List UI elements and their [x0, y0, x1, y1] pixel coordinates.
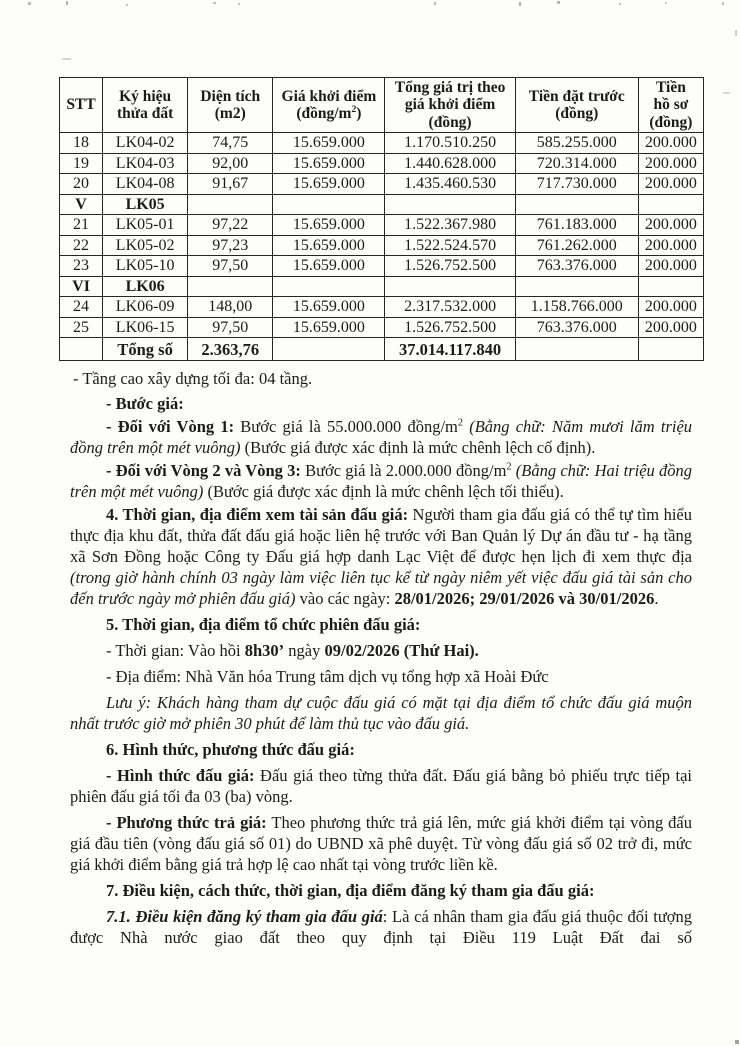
- text-run: ): [356, 105, 362, 122]
- cell-tien_dat_truoc: 585.255.000: [515, 133, 638, 154]
- cell-dien_tich: 148,00: [188, 297, 273, 318]
- cell-stt: VI: [60, 276, 103, 297]
- text-run: Bước giá là 55.000.000 đồng/m: [234, 417, 458, 436]
- col-header-ky_hieu: [103, 78, 188, 133]
- text-run: 7.1. Điều kiện đăng ký tham gia đấu giá: [106, 907, 383, 926]
- scan-speck: [28, 2, 31, 5]
- scan-speck: [238, 3, 240, 5]
- cell-tien_ho_so: [638, 194, 703, 215]
- table-row: [60, 256, 704, 277]
- text-run: (đồng): [428, 113, 472, 131]
- cell-tien_ho_so: 200.000: [638, 174, 703, 195]
- text-run: (m2): [214, 105, 246, 122]
- table-row: [60, 215, 704, 236]
- text-run: 2: [457, 417, 463, 429]
- table-row: [60, 235, 704, 256]
- col-header-gia_khoi_diem: [273, 78, 385, 133]
- cell-gia_khoi_diem: [273, 194, 385, 215]
- cell-ky_hieu: LK05-10: [103, 256, 188, 277]
- cell-tien_dat_truoc: 761.183.000: [515, 215, 638, 236]
- scan-speck: [723, 92, 730, 94]
- text-run: - Phương thức trả giá:: [106, 813, 267, 832]
- cell-ky_hieu: LK05-01: [103, 215, 188, 236]
- cell-tien_dat_truoc: 763.376.000: [515, 317, 638, 338]
- price-step-round2-3: [70, 460, 692, 502]
- cell-tong_gia_tri: [385, 276, 515, 297]
- scan-speck: [126, 4, 128, 6]
- text-run: Lưu ý: Khách hàng tham dự cuộc đấu giá có mặt tại địa điểm tổ chức đấu giá muộn nhất trước giờ mở phiên 30 phút để làm thủ tục vào đấu giá.: [70, 693, 692, 733]
- table-row: [60, 317, 704, 338]
- text-run: (Bằng chữ: Năm mươi lăm triệu đồng trên một mét vuông): [70, 417, 693, 457]
- attendance-note: [70, 692, 692, 734]
- cell-tien_dat_truoc: [515, 194, 638, 215]
- cell-ky_hieu: LK06-15: [103, 317, 188, 338]
- text-run: - Địa điểm: Nhà Văn hóa Trung tâm dịch vụ tổng hợp xã Hoài Đức: [106, 667, 549, 686]
- text-run: 4. Thời gian, địa điểm xem tài sản đấu giá:: [106, 505, 409, 524]
- cell-stt: 23: [60, 256, 103, 277]
- cell-ky_hieu: LK06: [103, 276, 188, 297]
- text-run: thửa đất: [117, 105, 174, 122]
- cell-dien_tich: [188, 276, 273, 297]
- section-5-heading: [70, 614, 692, 635]
- section-6-heading: [70, 739, 692, 760]
- section-row: [60, 276, 704, 297]
- text-run: Tổng giá trị theo: [394, 78, 506, 96]
- scan-speck: [434, 2, 436, 5]
- cell-dien_tich: 97,50: [188, 317, 273, 338]
- cell-gia_khoi_diem: [273, 338, 385, 361]
- cell-stt: 20: [60, 174, 103, 195]
- cell-tien_ho_so: 200.000: [638, 235, 703, 256]
- scan-speck: [62, 58, 71, 60]
- cell-dien_tich: [188, 194, 273, 215]
- table-header-row: [60, 78, 704, 133]
- cell-stt: V: [60, 194, 103, 215]
- scan-speck: [665, 2, 667, 4]
- cell-ky_hieu: LK05-02: [103, 235, 188, 256]
- cell-stt: 24: [60, 297, 103, 318]
- scan-speck: [735, 30, 737, 36]
- session-venue: [70, 666, 692, 687]
- text-run: STT: [66, 96, 96, 114]
- scan-speck: [557, 1, 560, 4]
- text-run: (trong giờ hành chính 03 ngày làm việc liên tục kể từ ngày niêm yết việc đấu giá tài sản cho đến trước ngày mở phiên đấu giá): [70, 568, 692, 608]
- cell-dien_tich: 92,00: [188, 153, 273, 174]
- col-header-tien_dat_truoc: [515, 78, 638, 133]
- text-run: hồ sơ: [653, 96, 689, 114]
- text-run: Bước giá là 2.000.000 đồng/m: [300, 461, 507, 480]
- text-run: .: [654, 589, 659, 608]
- cell-gia_khoi_diem: [273, 276, 385, 297]
- cell-dien_tich: 97,23: [188, 235, 273, 256]
- text-run: : Là cá nhân tham gia đấu giá thuộc đối tượng được Nhà nước giao đất theo quy định tại Điều 119 Luật Đất đai số: [70, 907, 692, 947]
- cell-tien_dat_truoc: 717.730.000: [515, 174, 638, 195]
- cell-tong_gia_tri: 2.317.532.000: [385, 297, 515, 318]
- scan-speck: [722, 2, 724, 5]
- text-run: (Bước giá được xác định là mức chênh lệch tối thiểu).: [203, 482, 564, 501]
- cell-stt: 21: [60, 215, 103, 236]
- text-run: Tiền: [655, 78, 686, 96]
- cell-tong_gia_tri: 1.526.752.500: [385, 256, 515, 277]
- text-run: Đấu giá theo từng thửa đất. Đấu giá bằng bỏ phiếu trực tiếp tại phiên đấu giá tối đa 03 (ba) vòng.: [70, 766, 692, 806]
- cell-gia_khoi_diem: 15.659.000: [273, 215, 385, 236]
- price-step-round1: [70, 416, 692, 458]
- cell-stt: 25: [60, 317, 103, 338]
- scan-speck: [66, 1, 68, 5]
- text-run: Diện tích: [200, 87, 261, 105]
- text-run: Tiền đặt trước: [528, 87, 625, 105]
- cell-gia_khoi_diem: 15.659.000: [273, 133, 385, 154]
- cell-tong_gia_tri: 1.526.752.500: [385, 317, 515, 338]
- table-row: [60, 133, 704, 154]
- section-4-viewing: [70, 504, 692, 609]
- cell-dien_tich: 97,22: [188, 215, 273, 236]
- text-run: (đồng): [649, 113, 693, 131]
- text-run: giá khởi điểm: [404, 96, 496, 114]
- clause-7-1: [70, 906, 692, 948]
- cell-tien_ho_so: [638, 276, 703, 297]
- cell-stt: [60, 338, 103, 361]
- text-run: vào các ngày:: [295, 589, 395, 608]
- cell-gia_khoi_diem: 15.659.000: [273, 174, 385, 195]
- text-run: 8h30’: [244, 641, 285, 660]
- text-run: 09/02/2026 (Thứ Hai).: [324, 641, 479, 660]
- col-header-tien_ho_so: [638, 78, 703, 133]
- auction-lots-table: [59, 77, 704, 361]
- cell-tien_ho_so: 200.000: [638, 256, 703, 277]
- text-run: 2: [351, 103, 357, 115]
- cell-tien_ho_so: 200.000: [638, 215, 703, 236]
- text-run: Người tham gia đấu giá có thể tự tìm hiểu thực địa khu đất, thửa đất đấu giá hoặc liên hệ trước với Ban Quản lý Dự án đầu tư - hạ tầng xã Sơn Đồng hoặc Công ty Đấu giá hợp danh Lạc Việt để được hẹn lịch đi xem thực địa: [70, 505, 692, 566]
- cell-gia_khoi_diem: 15.659.000: [273, 297, 385, 318]
- col-header-tong_gia_tri: [385, 78, 515, 133]
- price-step-heading: [70, 393, 692, 414]
- text-run: (Bước giá được xác định là mức chênh lệch cố định).: [240, 438, 596, 457]
- cell-tien_ho_so: 200.000: [638, 133, 703, 154]
- cell-stt: 18: [60, 133, 103, 154]
- cell-ky_hieu: LK06-09: [103, 297, 188, 318]
- text-run: Theo phương thức trả giá lên, mức giá khởi điểm tại vòng đấu giá đầu tiên (vòng đấu giá số 01) do UBND xã phê duyệt. Từ vòng đấu giá số 02 trở đi, mức giá khởi điểm bằng giá trả hợp lệ cao nhất tại vòng trước liền kề.: [70, 813, 693, 874]
- auction-format: [70, 765, 692, 807]
- text-run: ngày: [284, 641, 325, 660]
- scan-speck: [619, 3, 621, 5]
- table-row: [60, 297, 704, 318]
- cell-stt: 22: [60, 235, 103, 256]
- cell-gia_khoi_diem: 15.659.000: [273, 256, 385, 277]
- body-text: [70, 368, 692, 948]
- cell-tong_gia_tri: [385, 194, 515, 215]
- cell-tien_dat_truoc: 720.314.000: [515, 153, 638, 174]
- text-run: - Đối với Vòng 1:: [106, 417, 235, 436]
- text-run: Ký hiệu: [119, 87, 172, 105]
- cell-ky_hieu: LK04-03: [103, 153, 188, 174]
- cell-dien_tich: 74,75: [188, 133, 273, 154]
- cell-tong_gia_tri: 1.435.460.530: [385, 174, 515, 195]
- text-run: (đồng): [555, 105, 599, 122]
- cell-tien_dat_truoc: 761.262.000: [515, 235, 638, 256]
- cell-gia_khoi_diem: 15.659.000: [273, 317, 385, 338]
- cell-ky_hieu: Tổng số: [103, 338, 188, 361]
- scan-speck: [735, 1040, 739, 1044]
- col-header-stt: [60, 78, 103, 133]
- cell-tong_gia_tri: 1.440.628.000: [385, 153, 515, 174]
- section-row: [60, 194, 704, 215]
- table-row: [60, 174, 704, 195]
- cell-ky_hieu: LK04-08: [103, 174, 188, 195]
- cell-dien_tich: 97,50: [188, 256, 273, 277]
- cell-gia_khoi_diem: 15.659.000: [273, 153, 385, 174]
- text-run: 2: [506, 461, 512, 473]
- scan-speck: [213, 2, 216, 4]
- cell-stt: 19: [60, 153, 103, 174]
- text-run: 5. Thời gian, địa điểm tổ chức phiên đấu giá:: [106, 615, 421, 634]
- cell-dien_tich: 2.363,76: [188, 338, 273, 361]
- cell-ky_hieu: LK04-02: [103, 133, 188, 154]
- cell-tong_gia_tri: 1.522.367.980: [385, 215, 515, 236]
- cell-tong_gia_tri: 37.014.117.840: [385, 338, 515, 361]
- text-run: 7. Điều kiện, cách thức, thời gian, địa điểm đăng ký tham gia đấu giá:: [106, 881, 595, 900]
- text-run: - Bước giá:: [106, 394, 184, 413]
- cell-tong_gia_tri: 1.522.524.570: [385, 235, 515, 256]
- bidding-method: [70, 812, 692, 875]
- col-header-dien_tich: [188, 78, 273, 133]
- cell-dien_tich: 91,67: [188, 174, 273, 195]
- cell-tien_dat_truoc: 763.376.000: [515, 256, 638, 277]
- cell-tien_ho_so: [638, 338, 703, 361]
- text-run: - Thời gian: Vào hồi: [106, 641, 245, 660]
- table-row: [60, 153, 704, 174]
- cell-gia_khoi_diem: 15.659.000: [273, 235, 385, 256]
- text-run: 28/01/2026; 29/01/2026 và 30/01/2026: [394, 589, 655, 608]
- cell-tong_gia_tri: 1.170.510.250: [385, 133, 515, 154]
- section-7-heading: [70, 880, 692, 901]
- text-run: 6. Hình thức, phương thức đấu giá:: [106, 740, 355, 759]
- cell-ky_hieu: LK05: [103, 194, 188, 215]
- scan-speck: [519, 2, 521, 6]
- cell-tien_ho_so: 200.000: [638, 297, 703, 318]
- cell-tien_ho_so: 200.000: [638, 317, 703, 338]
- text-run: - Hình thức đấu giá:: [106, 766, 255, 785]
- cell-tien_ho_so: 200.000: [638, 153, 703, 174]
- text-run: Giá khởi điểm: [281, 87, 377, 105]
- text-run: - Đối với Vòng 2 và Vòng 3:: [106, 461, 301, 480]
- session-time: [70, 640, 692, 661]
- cell-tien_dat_truoc: [515, 338, 638, 361]
- cell-tien_dat_truoc: [515, 276, 638, 297]
- max-floors-note: [70, 368, 692, 389]
- text-run: (đồng/m: [296, 105, 352, 122]
- text-run: (Bằng chữ: Hai triệu đồng trên một mét vuông): [70, 461, 692, 501]
- total-row: [60, 338, 704, 361]
- cell-tien_dat_truoc: 1.158.766.000: [515, 297, 638, 318]
- text-run: - Tầng cao xây dựng tối đa: 04 tầng.: [73, 369, 313, 388]
